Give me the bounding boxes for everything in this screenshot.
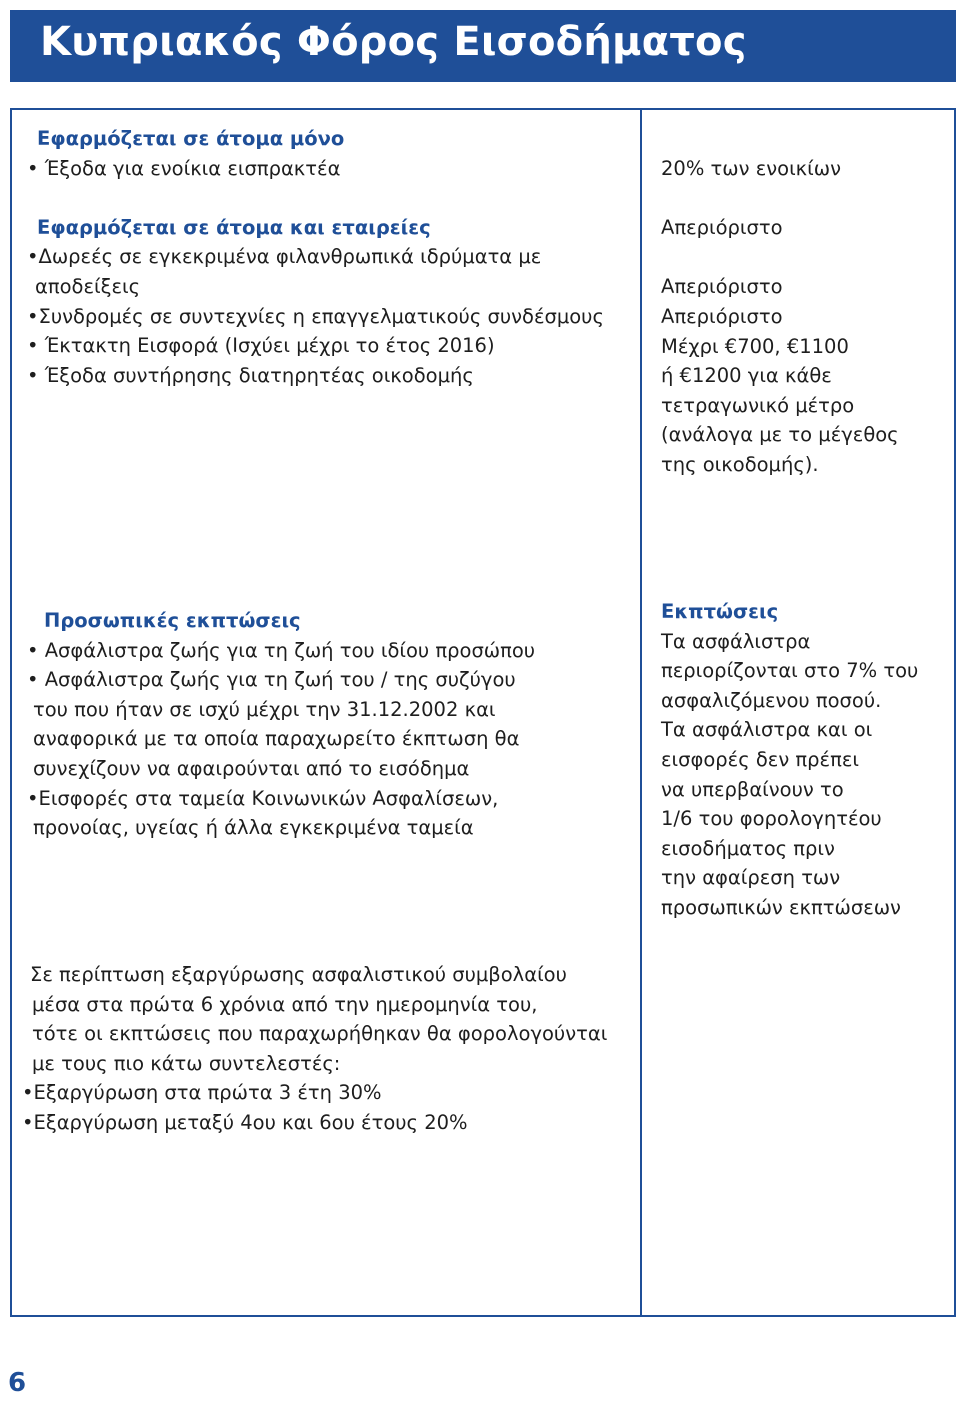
section1-right [661,154,899,480]
text-line: του που ήταν σε ισχύ μέχρι την 31.12.2002 και [33,697,496,721]
text-line: περιορίζονται στο 7% του [661,659,919,683]
list-item: αποδείξεις [35,274,141,298]
section2-left [27,606,535,843]
list-item: •Εξαργύρωση στα πρώτα 3 έτη 30% [22,1081,382,1105]
text-line: μέσα στα πρώτα 6 χρόνια από την ημερομηνία του, [32,992,538,1016]
rent-value: 20% των ενοικίων [661,157,841,180]
page-title: Κυπριακός Φόρος Εισοδήματος [40,19,747,65]
text-line: Τα ασφάλιστρα [661,629,811,653]
list-item: •Συνδρομές σε συντεχνίες η επαγγελματικούς συνδέσμους [27,304,604,328]
value-line: ή €1200 για κάθε [661,364,832,388]
text-line: εισοδήματος πριν [661,836,835,860]
text-line: ασφαλιζόμενου ποσού. [661,688,882,712]
rent-line: • Έξοδα για ενοίκια εισπρακτέα [27,156,341,180]
title-bar [10,10,956,82]
section3 [22,960,607,1138]
section2-right [661,597,918,923]
text-line: αναφορικά με τα οποία παραχωρείτο έκπτωση θα [33,727,520,751]
value-line: Απεριόριστο [661,216,783,240]
value-line: τετραγωνικό μέτρο [661,393,855,417]
text-line: 1/6 του φορολογητέου [661,807,882,831]
list-item: •Εξαργύρωση μεταξύ 4ου και 6ου έτους 20% [22,1110,468,1134]
value-line: Απεριόριστο [661,275,783,299]
list-item: • Έκτακτη Εισφορά (Ισχύει μέχρι το έτος 2016) [27,334,495,358]
text-line: •Εισφορές στα ταμεία Κοινωνικών Ασφαλίσεων, [27,786,499,810]
text-line: την αφαίρεση των [661,866,841,890]
text-line: προνοίας, υγείας ή άλλα εγκεκριμένα ταμεία [33,816,474,840]
value-line: Απεριόριστο [661,304,783,328]
list-item: •Δωρεές σε εγκεκριμένα φιλανθρωπικά ιδρύματα με [27,245,542,269]
heading-companies: Εφαρμόζεται σε άτομα και εταιρείες [37,215,431,239]
page-number: 6 [8,1368,27,1398]
deductions-heading: Εκπτώσεις [661,600,779,623]
text-line: με τους πιο κάτω συντελεστές: [32,1051,341,1075]
section1-left [27,124,604,390]
text-line: εισφορές δεν πρέπει [661,747,859,771]
personal-deductions-heading: Προσωπικές εκπτώσεις [44,609,301,632]
text-line: τότε οι εκπτώσεις που παραχωρήθηκαν θα φορολογούνται [32,1022,608,1046]
text-line: Σε περίπτωση εξαργύρωσης ασφαλιστικού συμβολαίου [30,963,567,986]
text-line: • Ασφάλιστρα ζωής για τη ζωή του / της συζύγου [27,668,516,692]
text-line: Τα ασφάλιστρα και οι [661,718,873,742]
list-item: • Έξοδα συντήρησης διατηρητέας οικοδομής [27,363,474,387]
value-line: (ανάλογα με το μέγεθος [661,423,899,447]
text-line: • Ασφάλιστρα ζωής για τη ζωή του ιδίου προσώπου [27,638,536,662]
value-line: Μέχρι €700, €1100 [661,334,849,358]
text-line: προσωπικών εκπτώσεων [661,895,901,919]
text-line: να υπερβαίνουν το [661,777,844,801]
heading-individuals: Εφαρμόζεται σε άτομα μόνο [37,127,345,150]
text-line: συνεχίζουν να αφαιρούνται από το εισόδημα [33,756,470,780]
value-line: της οικοδομής). [661,452,819,476]
column-divider [640,108,642,1317]
